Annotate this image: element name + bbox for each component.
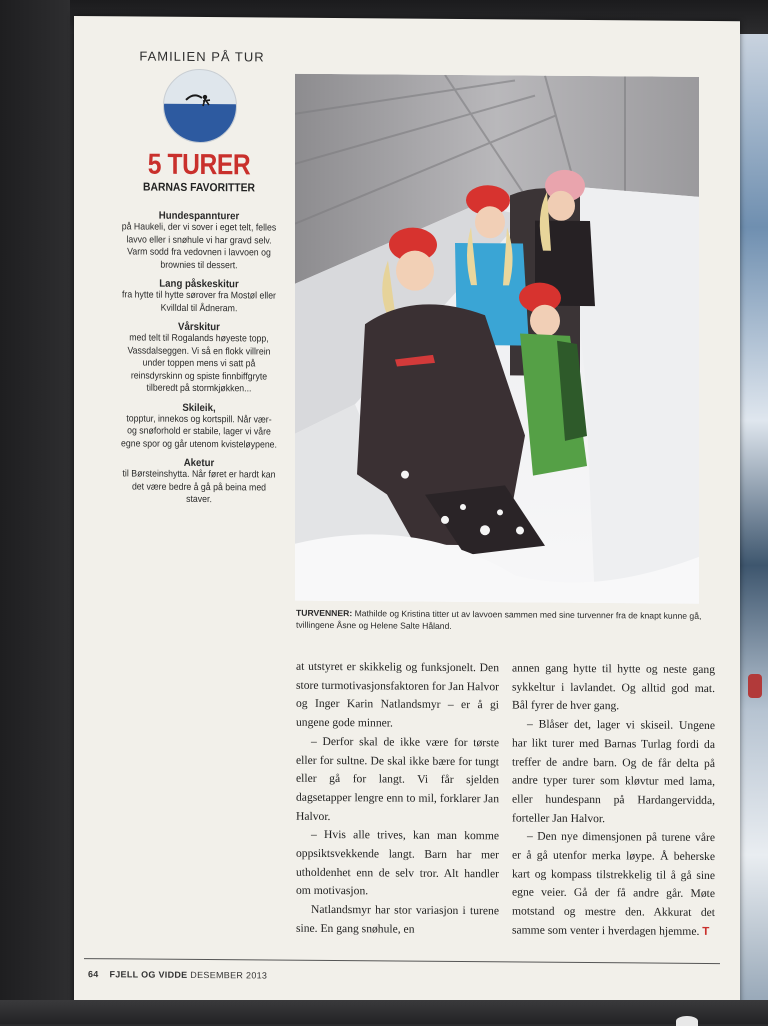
body-paragraph-text: – Den nye dimensjonen på turene våre er å gå utenfor merka løype. Å beherske kart og kompass tilstrekkelig til å gå sine egne veier. Gå der få andre går. Møte motstand og mestre den. Akkurat det samme som venter i hverdagen hjemme. <box>512 829 715 938</box>
tips-sidebar <box>114 209 284 513</box>
tip-title: Skileik, <box>182 401 216 414</box>
body-paragraph: – Blåser det, lager vi skiseil. Ungene har likt turer med Barnas Turlag fordi da treffer de andre barn. Og de får delta på andre typer turer som kløvtur med lama, eller hundespann på Hardangervidda, forteller Jan Halvor. <box>512 717 715 825</box>
tablet-bezel-left <box>0 0 70 1024</box>
tip-text: med telt til Rogalands høyeste topp, Vassdalseggen. Vi så en flokk villrein under toppen mens vi satt på reinsdyrskinn og spiste finnbiffgryte tilberedt på stormkjøkken... <box>127 332 271 395</box>
body-paragraph: – Derfor skal de ikke være for tørste eller for sultne. De skal ikke bære for tungt eller gå for langt. Vi får sjelden dagsetapper lengre enn to mil, forklarer Jan Halvor. <box>296 734 499 823</box>
page-footer <box>88 969 267 980</box>
subheadline: BARNAS FAVORITTER <box>143 181 255 195</box>
tablet-bezel-bottom <box>0 1000 768 1024</box>
photo-caption <box>296 607 706 634</box>
tip-text: til Børsteinshytta. Når føret er hardt kan det være bedre å gå på beina med staver. <box>122 468 276 506</box>
tip-text: på Haukeli, der vi sover i eget telt, felles lavvo eller i snøhule vi har gravd selv. Varm sodd fra vedovnen i lavvoen og brownies til dessert. <box>121 221 277 271</box>
tip-item <box>114 401 284 452</box>
tip-title: Vårskitur <box>178 320 220 334</box>
tip-item <box>114 456 284 507</box>
section-tag: FAMILIEN PÅ TUR <box>139 48 265 65</box>
tip-title: Lang påskeskitur <box>159 277 239 291</box>
tip-title: Hundespannturer <box>158 209 240 223</box>
publication-name: FJELL OG VIDDE <box>109 969 188 980</box>
body-paragraph: at utstyret er skikkelig og funksjonelt. Den store turmotivasjonsfaktoren for Jan Halvor og Inger Karin Natlandsmyr – er å gi ungene gode minner. <box>296 659 499 730</box>
tip-item <box>114 277 284 315</box>
snow-shelter-photo <box>295 74 699 604</box>
tip-item <box>114 209 284 272</box>
caption-label: TURVENNER: <box>296 607 353 619</box>
kite-skier-icon <box>163 69 237 144</box>
tip-text: topptur, innekos og kortspill. Når vær- og snøforhold er stabile, lager vi våre egne spor og går utenom kvisteløypene. <box>121 412 277 451</box>
home-button[interactable] <box>676 1016 698 1026</box>
headline: 5 TURER <box>147 148 251 182</box>
tip-item <box>114 320 284 396</box>
facing-page-edge <box>740 34 768 1000</box>
body-paragraph: annen gang hytte til hytte og neste gang sykkeltur i lavlandet. Og alltid god mat. Bål fyrer de hver gang. <box>512 661 715 713</box>
page-number: 64 <box>88 969 99 980</box>
footer-rule <box>84 958 720 964</box>
body-paragraph: Natlandsmyr har stor variasjon i turene sine. En gang snøhule, en <box>296 903 499 936</box>
issue-date: DESEMBER 2013 <box>190 969 268 981</box>
body-paragraph: – Hvis alle trives, kan man komme oppsiktsvekkende langt. Barn har mer utholdenhet enn de selv tror. Alt handler om motivasjon. <box>296 828 499 898</box>
magazine-page <box>74 16 740 1015</box>
body-paragraph <box>512 828 715 942</box>
body-column-1 <box>296 658 499 940</box>
tip-text: fra hytte til hytte sørover fra Mostøl eller Kvilldal til Ådneram. <box>122 289 276 314</box>
tip-title: Aketur <box>183 456 215 470</box>
body-column-2 <box>512 659 715 941</box>
end-mark: T <box>702 924 710 938</box>
caption-text: Mathilde og Kristina titter ut av lavvoen sammen med sine turvenner fra de knapt kunne gå, tvillingene Åsne og Helene Salte Håland. <box>296 608 702 631</box>
